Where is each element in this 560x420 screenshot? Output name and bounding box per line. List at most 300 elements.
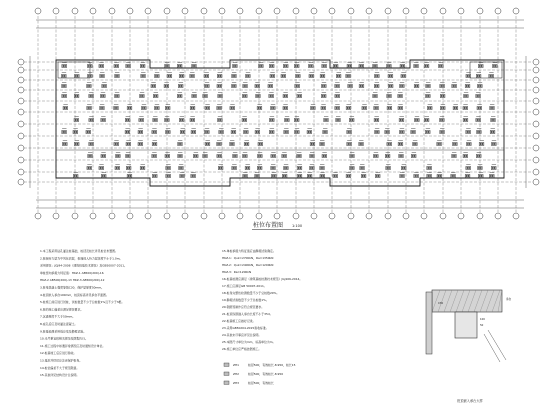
pile-mark xyxy=(232,143,233,144)
pile-mark xyxy=(218,155,219,156)
pile-cap xyxy=(73,130,78,133)
pile-mark xyxy=(115,65,116,66)
pile-mark xyxy=(64,65,65,66)
pile-cap xyxy=(335,106,340,109)
pile-mark xyxy=(312,155,313,156)
pile-cap xyxy=(74,142,79,145)
pile-mark xyxy=(429,167,430,168)
axis-bubble-top xyxy=(311,8,317,14)
pile-cap xyxy=(479,142,484,145)
axis-bubble-right xyxy=(533,98,539,104)
note-right-line: 16.桩基检测应满足《建筑基桩检测技术规范》JGJ106-2014。 xyxy=(222,277,303,281)
pile-mark xyxy=(359,143,360,144)
pile-cap xyxy=(243,84,248,87)
pile-mark xyxy=(416,175,417,176)
axis-bubble-left xyxy=(18,133,24,139)
pile-cap xyxy=(427,106,432,109)
pile-mark xyxy=(283,155,284,156)
pile-mark xyxy=(129,143,130,144)
pile-mark xyxy=(102,167,103,168)
drawing-title: 桩位布置图 xyxy=(252,222,284,229)
pile-mark xyxy=(190,75,191,76)
pile-mark xyxy=(153,175,154,176)
pile-mark xyxy=(206,143,207,144)
pile-cap xyxy=(388,84,393,87)
pile-mark xyxy=(178,95,179,96)
pile-mark xyxy=(413,131,414,132)
pile-cap xyxy=(324,118,329,121)
pile-mark xyxy=(311,143,312,144)
pile-cap xyxy=(152,154,157,157)
pile-mark xyxy=(270,65,271,66)
pile-mark xyxy=(321,175,322,176)
pile-mark xyxy=(104,85,105,86)
pile-mark xyxy=(155,107,156,108)
pile-mark xyxy=(219,155,220,156)
pile-mark xyxy=(413,143,414,144)
pile-mark xyxy=(270,119,271,120)
detail-title: 桩顶嵌入承台大样 xyxy=(457,399,483,403)
pile-mark xyxy=(155,143,156,144)
pile-mark xyxy=(417,85,418,86)
note-right-line: HKZ-3：Ra=1200kN xyxy=(222,270,252,274)
pile-mark xyxy=(411,131,412,132)
pile-mark xyxy=(478,95,479,96)
pile-cap xyxy=(452,154,457,157)
pile-mark xyxy=(179,167,180,168)
pile-mark xyxy=(286,107,287,108)
pile-cap xyxy=(62,130,67,133)
pile-mark xyxy=(207,75,208,76)
pile-mark xyxy=(464,95,465,96)
pile-mark xyxy=(116,167,117,168)
pile-mark xyxy=(389,65,390,66)
pile-mark xyxy=(399,143,400,144)
pile-mark xyxy=(258,155,259,156)
pile-mark xyxy=(466,85,467,86)
pile-mark xyxy=(256,95,257,96)
axis-bubble-bottom xyxy=(495,213,501,219)
pile-cap xyxy=(309,166,314,169)
axis-bubble-bottom xyxy=(72,213,78,219)
pile-cap xyxy=(463,118,468,121)
note-right-line: 23.采用GB50204-2015验收标准。 xyxy=(222,326,269,330)
pile-mark xyxy=(192,65,193,66)
pile-mark xyxy=(347,107,348,108)
pile-mark xyxy=(129,167,130,168)
pile-mark xyxy=(221,131,222,132)
legend-symbol: ZH1 xyxy=(233,363,239,367)
pile-mark xyxy=(296,85,297,86)
pile-mark xyxy=(295,119,296,120)
pile-mark xyxy=(272,155,273,156)
pile-mark xyxy=(142,95,143,96)
pile-mark xyxy=(453,85,454,86)
pile-cap xyxy=(153,94,158,97)
pile-mark xyxy=(387,95,388,96)
pile-mark xyxy=(100,65,101,66)
pile-mark xyxy=(139,143,140,144)
pile-mark xyxy=(64,75,65,76)
pile-mark xyxy=(248,167,249,168)
pile-cap xyxy=(452,84,457,87)
pile-mark xyxy=(452,175,453,176)
pile-cap xyxy=(399,118,404,121)
pile-mark xyxy=(274,175,275,176)
pile-mark xyxy=(430,107,431,108)
pile-mark xyxy=(130,107,131,108)
pile-cap xyxy=(127,106,132,109)
axis-bubble-top xyxy=(182,8,188,14)
pile-cap xyxy=(218,94,223,97)
pile-mark xyxy=(155,175,156,176)
pile-mark xyxy=(102,155,103,156)
pile-mark xyxy=(454,155,455,156)
axis-bubble-left xyxy=(18,145,24,151)
pile-cap xyxy=(217,142,222,145)
pile-cap xyxy=(399,154,404,157)
pile-mark xyxy=(415,143,416,144)
axis-bubble-top xyxy=(237,8,243,14)
pile-mark xyxy=(389,85,390,86)
pile-mark xyxy=(91,119,92,120)
pile-cap xyxy=(271,174,276,177)
pile-cap xyxy=(477,130,482,133)
pile-mark xyxy=(426,95,427,96)
axis-bubble-right xyxy=(533,145,539,151)
pile-mark xyxy=(298,95,299,96)
pile-cap xyxy=(139,118,144,121)
pile-mark xyxy=(415,119,416,120)
axis-bubble-top xyxy=(53,8,59,14)
pile-cap xyxy=(165,106,170,109)
pile-cap xyxy=(387,94,392,97)
pile-mark xyxy=(402,131,403,132)
pile-mark xyxy=(478,107,479,108)
pile-mark xyxy=(399,95,400,96)
pile-cap xyxy=(205,142,210,145)
pile-mark xyxy=(320,167,321,168)
pile-cap xyxy=(310,106,315,109)
pile-mark xyxy=(322,85,323,86)
pile-cap xyxy=(412,142,417,145)
pile-cap xyxy=(115,154,120,157)
pile-mark xyxy=(219,167,220,168)
pile-mark xyxy=(259,143,260,144)
pile-mark xyxy=(362,65,363,66)
pile-cap xyxy=(321,94,326,97)
pile-cap xyxy=(141,74,146,77)
pile-mark xyxy=(261,143,262,144)
note-right-line: 25.本图尺寸单位为mm，标高单位为m。 xyxy=(222,340,276,344)
pile-mark xyxy=(232,131,233,132)
pile-mark xyxy=(272,119,273,120)
pile-mark xyxy=(391,75,392,76)
note-right-line: HKZ-1：Quk=2700kN，Ra=1350kN xyxy=(222,256,274,260)
pile-cap xyxy=(89,118,94,121)
pile-mark xyxy=(193,95,194,96)
pile-cap xyxy=(190,74,195,77)
pile-mark xyxy=(299,155,300,156)
pile-cap xyxy=(204,84,209,87)
pile-mark xyxy=(64,107,65,108)
pile-mark xyxy=(269,85,270,86)
pile-cap xyxy=(308,64,313,67)
pile-cap xyxy=(465,84,470,87)
pile-cap xyxy=(73,174,78,177)
note-right-line: 21.桩顶纵筋锚入承台长度不小于35d。 xyxy=(222,312,273,316)
pile-mark xyxy=(284,155,285,156)
pile-cap xyxy=(100,94,105,97)
pile-mark xyxy=(402,75,403,76)
pile-mark xyxy=(427,65,428,66)
pile-cap xyxy=(350,154,355,157)
pile-cap xyxy=(87,84,92,87)
pile-cap xyxy=(465,174,470,177)
pile-cap xyxy=(268,84,273,87)
pile-cap xyxy=(283,106,288,109)
note-left-line: 6.桩的施工偏差应满足规范要求。 xyxy=(40,307,84,312)
pile-mark xyxy=(116,143,117,144)
pile-mark xyxy=(286,95,287,96)
axis-bubble-left xyxy=(18,121,24,127)
pile-mark xyxy=(456,107,457,108)
pile-mark xyxy=(284,107,285,108)
pile-mark xyxy=(322,95,323,96)
note-right-line: 24.其他未尽事宜详见总说明。 xyxy=(222,333,262,337)
pile-mark xyxy=(402,175,403,176)
pile-mark xyxy=(428,107,429,108)
pile-cap xyxy=(126,154,131,157)
pile-mark xyxy=(102,65,103,66)
pile-mark xyxy=(401,143,402,144)
pile-mark xyxy=(273,155,274,156)
axis-bubble-top xyxy=(403,8,409,14)
pile-mark xyxy=(88,75,89,76)
pile-cap xyxy=(191,130,196,133)
pile-mark xyxy=(387,167,388,168)
pile-mark xyxy=(286,131,287,132)
axis-bubble-bottom xyxy=(256,213,262,219)
pile-cap xyxy=(491,142,496,145)
pile-cap xyxy=(490,130,495,133)
pile-mark xyxy=(232,85,233,86)
pile-mark xyxy=(388,107,389,108)
pile-mark xyxy=(362,167,363,168)
pile-mark xyxy=(363,107,364,108)
pile-cap xyxy=(309,74,314,77)
axis-bubble-bottom xyxy=(385,213,391,219)
pile-cap xyxy=(165,154,170,157)
axis-bubble-top xyxy=(329,8,335,14)
axis-bubble-right xyxy=(533,77,539,83)
pile-mark xyxy=(245,175,246,176)
pile-mark xyxy=(335,175,336,176)
pile-mark xyxy=(270,95,271,96)
pile-mark xyxy=(117,75,118,76)
pile-mark xyxy=(87,131,88,132)
pile-mark xyxy=(386,155,387,156)
pile-cap xyxy=(335,94,340,97)
axis-bubble-bottom xyxy=(440,213,446,219)
pile-cap xyxy=(335,84,340,87)
pile-cap xyxy=(346,106,351,109)
pile-mark xyxy=(322,107,323,108)
pile-mark xyxy=(208,107,209,108)
pile-mark xyxy=(428,95,429,96)
pile-mark xyxy=(377,75,378,76)
pile-cap xyxy=(271,166,276,169)
pile-mark xyxy=(271,167,272,168)
pile-mark xyxy=(375,75,376,76)
drawing-scale: 1:100 xyxy=(292,224,303,228)
pile-mark xyxy=(468,175,469,176)
axis-bubble-bottom xyxy=(274,213,280,219)
pile-mark xyxy=(153,119,154,120)
pile-mark xyxy=(452,155,453,156)
pile-mark xyxy=(466,155,467,156)
pile-cap xyxy=(387,142,392,145)
pile-mark xyxy=(323,65,324,66)
pile-mark xyxy=(378,175,379,176)
pile-mark xyxy=(480,167,481,168)
pile-mark xyxy=(412,155,413,156)
pile-cap xyxy=(139,94,144,97)
pile-cap xyxy=(361,174,366,177)
pile-cap xyxy=(203,94,208,97)
pile-mark xyxy=(100,107,101,108)
pile-cap xyxy=(126,142,131,145)
pile-mark xyxy=(389,95,390,96)
pile-cap xyxy=(231,130,236,133)
pile-mark xyxy=(349,85,350,86)
pile-mark xyxy=(207,131,208,132)
axis-bubble-left xyxy=(18,179,24,185)
pile-mark xyxy=(374,155,375,156)
pile-mark xyxy=(220,85,221,86)
pile-mark xyxy=(126,131,127,132)
pile-mark xyxy=(255,175,256,176)
pile-cap xyxy=(401,74,406,77)
pile-mark xyxy=(390,107,391,108)
pile-mark xyxy=(387,65,388,66)
pile-mark xyxy=(127,167,128,168)
pile-mark xyxy=(117,65,118,66)
pile-mark xyxy=(101,95,102,96)
pile-mark xyxy=(75,119,76,120)
legend-symbol: ZH3 xyxy=(233,381,239,385)
pile-cap xyxy=(374,118,379,121)
pile-cap xyxy=(284,118,289,121)
pile-mark xyxy=(128,107,129,108)
axis-bubble-left xyxy=(18,109,24,115)
pile-cap xyxy=(192,64,197,67)
note-left-line: 采用规范：JGJ94-2008《建筑桩基技术规范》及GB50007-2011。 xyxy=(40,263,127,268)
pile-mark xyxy=(76,131,77,132)
pile-mark xyxy=(399,155,400,156)
pile-cap xyxy=(359,142,364,145)
pile-cap xyxy=(310,142,315,145)
pile-cap xyxy=(439,118,444,121)
pile-mark xyxy=(468,167,469,168)
pile-mark xyxy=(220,131,221,132)
axis-bubble-top xyxy=(127,8,133,14)
pile-mark xyxy=(428,175,429,176)
pile-mark xyxy=(244,131,245,132)
pile-cap xyxy=(217,84,222,87)
pile-mark xyxy=(362,85,363,86)
pile-cap xyxy=(180,130,185,133)
pile-mark xyxy=(143,75,144,76)
pile-mark xyxy=(349,107,350,108)
pile-mark xyxy=(401,65,402,66)
pile-mark xyxy=(336,95,337,96)
pile-cap xyxy=(191,174,196,177)
pile-mark xyxy=(88,167,89,168)
axis-bubble-bottom xyxy=(182,213,188,219)
pile-cap xyxy=(400,64,405,67)
pile-mark xyxy=(141,65,142,66)
pile-mark xyxy=(324,95,325,96)
axis-bubble-left xyxy=(18,157,24,163)
pile-mark xyxy=(74,131,75,132)
pile-cap xyxy=(89,94,94,97)
pile-mark xyxy=(440,131,441,132)
pile-mark xyxy=(349,143,350,144)
note-right-line: 17.施工应满足GB 50007-2011。 xyxy=(222,284,267,288)
pile-mark xyxy=(490,107,491,108)
pile-mark xyxy=(273,107,274,108)
pile-mark xyxy=(479,65,480,66)
pile-cap xyxy=(282,174,287,177)
pile-mark xyxy=(388,155,389,156)
pile-mark xyxy=(467,131,468,132)
pile-mark xyxy=(247,143,248,144)
pile-cap xyxy=(283,64,288,67)
pile-mark xyxy=(90,95,91,96)
axis-bubble-top xyxy=(458,8,464,14)
pile-cap xyxy=(167,74,172,77)
pile-mark xyxy=(128,65,129,66)
pile-cap xyxy=(463,154,468,157)
pile-mark xyxy=(235,65,236,66)
detail-label-3: 承台 xyxy=(506,298,512,301)
legend-text: 桩径500，有效桩长-8.950 xyxy=(248,372,284,376)
pile-mark xyxy=(127,143,128,144)
pile-cap xyxy=(333,64,338,67)
pile-mark xyxy=(192,75,193,76)
pile-cap xyxy=(414,174,419,177)
pile-cap xyxy=(425,94,430,97)
pile-mark xyxy=(297,65,298,66)
pile-cap xyxy=(88,154,93,157)
pile-mark xyxy=(248,75,249,76)
pile-mark xyxy=(181,85,182,86)
pile-mark xyxy=(258,131,259,132)
pile-mark xyxy=(272,131,273,132)
pile-cap xyxy=(165,64,170,67)
pile-mark xyxy=(168,75,169,76)
pile-mark xyxy=(167,65,168,66)
pile-mark xyxy=(310,167,311,168)
pile-mark xyxy=(218,119,219,120)
pile-mark xyxy=(478,167,479,168)
pile-cap xyxy=(101,154,106,157)
pile-mark xyxy=(438,143,439,144)
pile-cap xyxy=(193,154,198,157)
pile-cap xyxy=(152,174,157,177)
pile-mark xyxy=(336,107,337,108)
